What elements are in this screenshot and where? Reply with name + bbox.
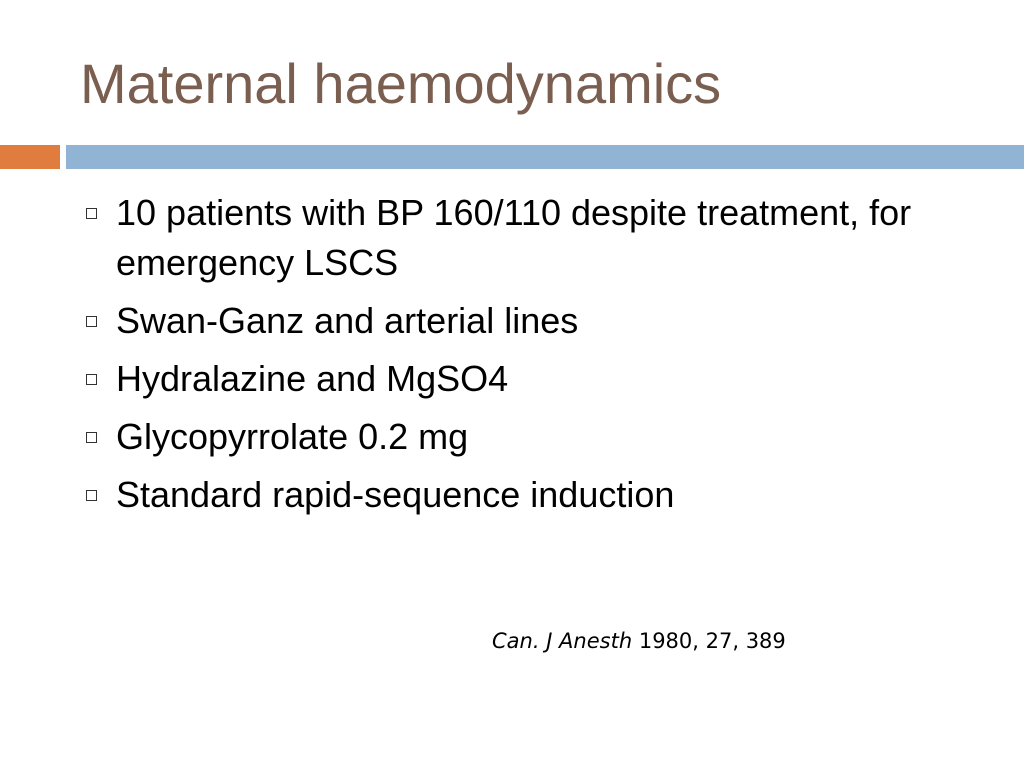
bullet-item xyxy=(80,412,980,462)
bullet-list xyxy=(80,188,980,528)
title-rule-bar xyxy=(66,145,1024,169)
slide-title: Maternal haemodynamics xyxy=(80,52,722,115)
hollow-square-bullet-icon xyxy=(86,208,97,219)
title-accent-bar xyxy=(0,145,60,169)
hollow-square-bullet-icon xyxy=(86,374,97,385)
bullet-item xyxy=(80,188,980,288)
hollow-square-bullet-icon xyxy=(86,316,97,327)
citation xyxy=(492,626,786,656)
bullet-text: Glycopyrrolate 0.2 mg xyxy=(116,416,469,457)
bullet-item xyxy=(80,354,980,404)
bullet-text: Swan-Ganz and arterial lines xyxy=(116,300,579,341)
hollow-square-bullet-icon xyxy=(86,432,97,443)
bullet-text: 10 patients with BP 160/110 despite treatment, for emergency LSCS xyxy=(116,192,912,283)
bullet-text: Standard rapid-sequence induction xyxy=(116,474,675,515)
citation-details: 1980, 27, 389 xyxy=(638,629,786,653)
citation-journal: Can. J Anesth xyxy=(492,629,633,653)
bullet-text: Hydralazine and MgSO4 xyxy=(116,358,509,399)
bullet-item xyxy=(80,296,980,346)
hollow-square-bullet-icon xyxy=(86,490,97,501)
bullet-item xyxy=(80,470,980,520)
